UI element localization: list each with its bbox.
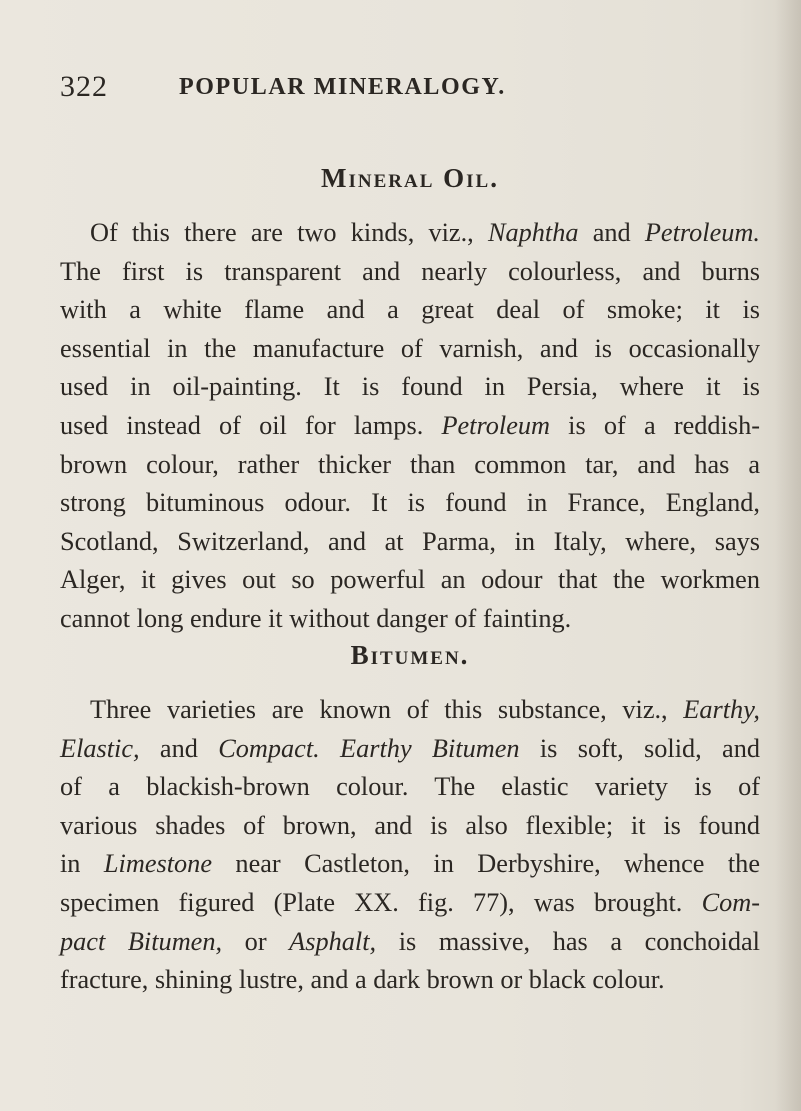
text-line [60,561,760,600]
text-run: is soft, solid, and [519,733,761,763]
italic-term: Asphalt, [289,926,377,956]
running-head [60,70,760,110]
italic-term: pact Bitumen, [60,926,223,956]
section-paragraph [60,214,760,639]
text-line [60,884,760,923]
text-run [320,734,340,763]
text-line [60,845,760,884]
italic-term: Com- [701,887,760,917]
italic-term: Petroleum [441,410,551,440]
text-line [60,368,760,407]
section-heading: Bitumen. [350,640,470,670]
text-line [60,523,760,562]
text-run: is of a reddish- [550,410,760,440]
text-line [60,600,760,639]
text-run: and [139,733,219,763]
text-run: and [578,218,645,247]
text-line [60,807,760,846]
text-run: Of this there are two kinds, viz., [90,218,488,247]
text-run: or [222,926,290,956]
text-run: brown colour, rather thicker than common tar, and has a [60,449,760,479]
text-line [60,214,760,253]
text-line [60,691,760,730]
text-run: The first is transparent and nearly colourless, and burns [60,256,760,286]
text-run: cannot long endure it without danger of fainting. [60,603,572,633]
section-mineral-oil [60,163,760,639]
italic-term: Limestone [103,849,212,879]
italic-term: Earthy Bitumen [340,733,520,763]
running-title: POPULAR MINERALOGY. [179,74,506,100]
page-number: 322 [60,70,108,103]
text-line [60,330,760,369]
italic-term: Compact. [218,733,320,763]
text-run: strong bituminous odour. It is found in France, England, [60,488,760,518]
text-run: Alger, it gives out so powerful an odour that the workmen [60,565,760,595]
text-run: Three varieties are known of this substance, viz., [90,695,684,724]
text-run: near Castleton, in Derbyshire, whence the [212,849,760,879]
text-run: various shades of brown, and is also flexible; it is found [60,810,760,840]
text-line [60,291,760,330]
section-bitumen [60,640,760,1000]
italic-term: Naphtha [487,218,579,247]
page-edge-shadow [775,0,801,1111]
text-run: with a white flame and a great deal of smoke; it is [60,295,760,325]
text-run: is massive, has a conchoidal [376,926,760,956]
text-line [60,407,760,446]
section-heading: Mineral Oil. [321,163,499,193]
text-line [60,768,760,807]
text-run: in [60,849,104,879]
section-paragraph [60,691,760,1000]
italic-term: Petroleum. [644,218,760,247]
text-run: used instead of oil for lamps. [60,410,442,440]
text-run: Scotland, Switzerland, and at Parma, in Italy, where, says [60,526,760,556]
text-line [60,484,760,523]
text-line [60,923,760,962]
italic-term: Earthy, [683,695,760,724]
text-line [60,961,760,1000]
text-run: essential in the manufacture of varnish, and is occasionally [60,333,760,363]
text-run: used in oil-painting. It is found in Persia, where it is [60,372,760,402]
text-run: specimen figured (Plate XX. fig. 77), was brought. [60,887,702,917]
text-line [60,253,760,292]
text-line [60,446,760,485]
text-run: fracture, shining lustre, and a dark brown or black colour. [60,965,665,995]
text-line [60,730,760,769]
text-run: of a blackish-brown colour. The elastic variety is of [60,772,760,802]
italic-term: Elastic, [60,733,140,763]
